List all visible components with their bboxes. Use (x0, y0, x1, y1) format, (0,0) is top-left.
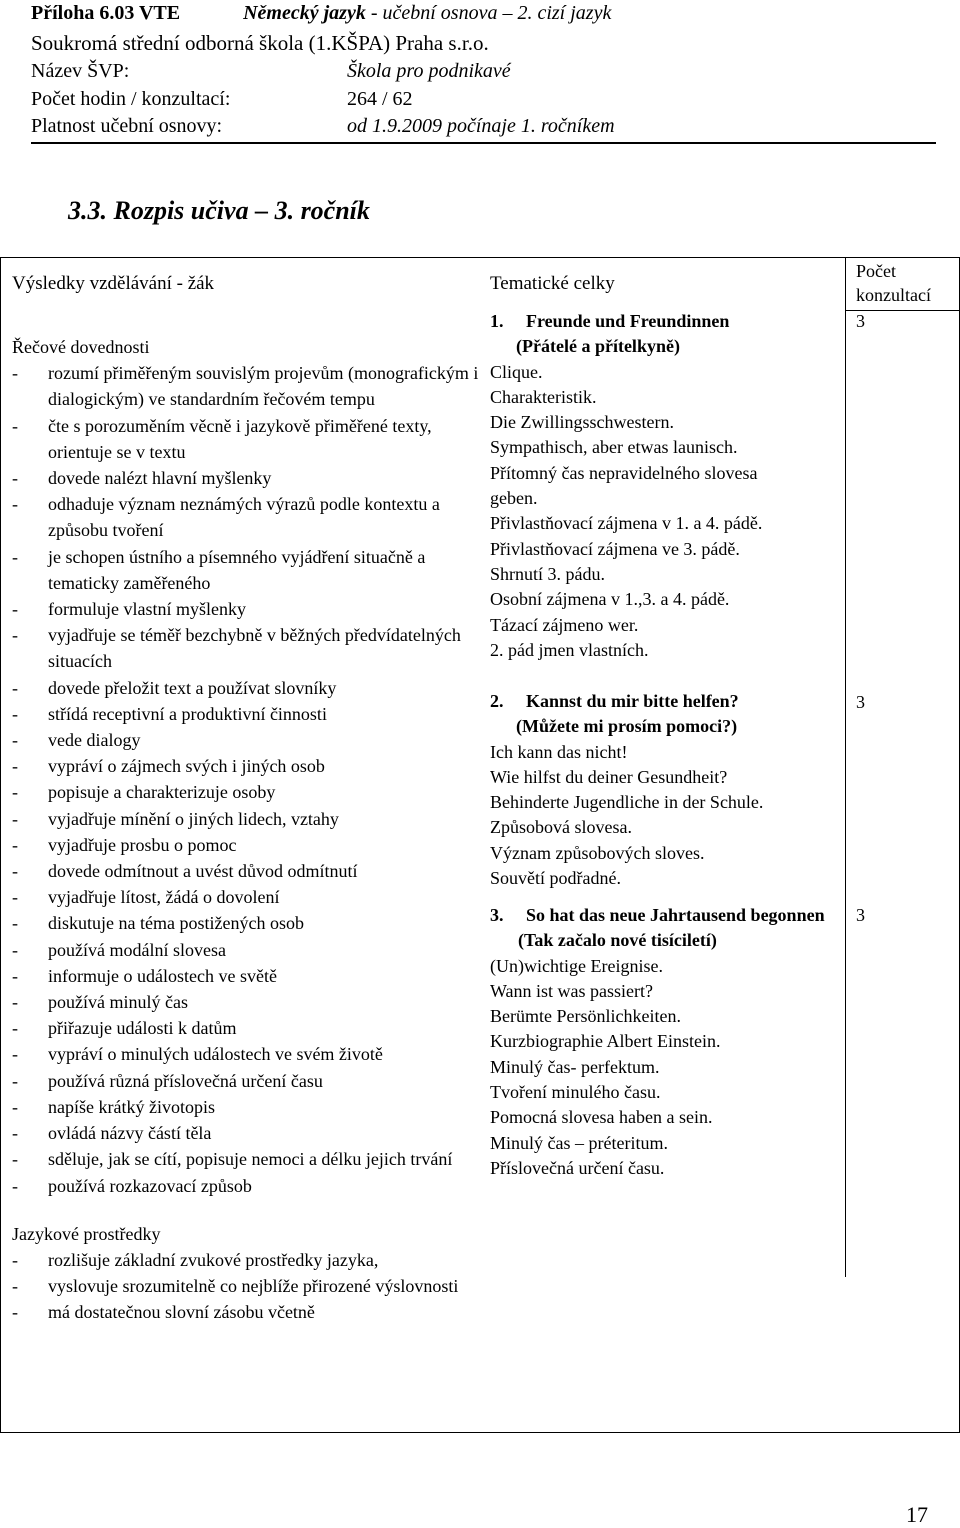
list-item-text: přiřazuje události k datům (48, 1018, 237, 1039)
topic-2-hours: 3 (856, 692, 865, 712)
list-item-text: sděluje, jak se cítí, popisuje nemoci a délku jejich trvání (48, 1149, 453, 1170)
hours-label: Počet hodin / konzultací: (31, 88, 231, 110)
list-item (12, 465, 482, 491)
topic-line: Tvoření minulého času. (490, 1082, 661, 1103)
topic-line: Přivlastňovací zájmena v 1. a 4. pádě. (490, 513, 763, 534)
topic-lines (490, 954, 842, 1182)
table-border-left (0, 257, 1, 1433)
topic-line: Přítomný čas nepravidelného slovesa (490, 462, 758, 483)
dash-bullet: - (12, 1096, 18, 1117)
topic-1-hours: 3 (856, 311, 865, 331)
dash-bullet: - (12, 703, 18, 724)
topic-3 (490, 903, 842, 1181)
list-item-text: vyjadřuje se téměř bezchybně v běžných předvídatelných situacích (48, 625, 461, 672)
dash-bullet: - (12, 1302, 18, 1323)
topics-column-header: Tematické celky (490, 273, 615, 294)
list-item (12, 727, 482, 753)
validity-label: Platnost učební osnovy: (31, 115, 223, 137)
topic-subheading: (Přátelé a přítelkyně) (516, 336, 680, 357)
topic-line: Osobní zájmena v 1.,3. a 4. pádě. (490, 589, 730, 610)
list-item (12, 1273, 482, 1299)
learning-outcomes (12, 334, 482, 1326)
list-item (12, 753, 482, 779)
hours-column-header: Počet konzultací (856, 261, 931, 305)
list-item-text: dovede přeložit text a používat slovníky (48, 677, 337, 698)
header-rule (31, 142, 936, 144)
page-number: 17 (906, 1502, 928, 1527)
dash-bullet: - (12, 887, 18, 908)
hours-column-border (845, 257, 846, 1277)
topic-line: Berümte Persönlichkeiten. (490, 1006, 681, 1027)
list-item (12, 1068, 482, 1094)
list-item-text: ovládá názvy částí těla (48, 1123, 212, 1144)
list-item-text: vyjadřuje lítost, žádá o dovolení (48, 887, 280, 908)
svp-label: Název ŠVP: (31, 60, 130, 82)
dash-bullet: - (12, 1018, 18, 1039)
list-item-text: napíše krátký životopis (48, 1096, 215, 1117)
topic-line: Minulý čas- perfektum. (490, 1056, 660, 1077)
dash-bullet: - (12, 625, 18, 646)
dash-bullet: - (12, 992, 18, 1013)
dash-bullet: - (12, 599, 18, 620)
topic-line: Die Zwillingsschwestern. (490, 412, 674, 433)
list-item (12, 1041, 482, 1067)
dash-bullet: - (12, 1249, 18, 1270)
topic-lines (490, 360, 842, 664)
topic-subheading: (Tak začalo nové tisíciletí) (518, 930, 717, 951)
list-item (12, 544, 482, 596)
list-item (12, 1146, 482, 1172)
list-item (12, 491, 482, 543)
list-item-text: používá rozkazovací způsob (48, 1175, 252, 1196)
topic-subheading: (Můžete mi prosím pomoci?) (516, 716, 738, 737)
topic-heading: 3. So hat das neue Jahrtausend begonnen (490, 905, 825, 925)
list-item-text: čte s porozuměním věcně i jazykově přiměřené texty, orientuje se v textu (48, 415, 432, 462)
list-item-text: používá různá příslovečná určení času (48, 1070, 323, 1091)
section-title: 3.3. Rozpis učiva – 3. ročník (68, 196, 370, 225)
list-item (12, 989, 482, 1015)
topic-heading: 2. Kannst du mir bitte helfen? (490, 691, 739, 711)
speech-skills-title: Řečové dovednosti (12, 337, 150, 357)
dash-bullet: - (12, 1070, 18, 1091)
dash-bullet: - (12, 468, 18, 489)
list-item-text: používá minulý čas (48, 992, 188, 1013)
topic-lines (490, 740, 842, 892)
language-means-title: Jazykové prostředky (12, 1223, 161, 1244)
header-line-1 (31, 0, 611, 26)
dash-bullet: - (12, 756, 18, 777)
subject-name: Německý jazyk (243, 2, 366, 24)
list-item-text: formuluje vlastní myšlenky (48, 599, 246, 620)
dash-bullet: - (12, 834, 18, 855)
list-item (12, 910, 482, 936)
topic-line: Příslovečná určení času. (490, 1157, 665, 1178)
topic-1 (490, 309, 842, 663)
topic-line: Kurzbiographie Albert Einstein. (490, 1031, 721, 1052)
outcomes-column-header: Výsledky vzdělávání - žák (12, 273, 215, 294)
list-item-text: informuje o událostech ve světě (48, 965, 277, 986)
list-item-text: odhaduje význam neznámých výrazů podle kontextu a způsobu tvoření (48, 494, 440, 541)
list-item-text: vyslovuje srozumitelně co nejblíže přirozené výslovnosti (48, 1276, 459, 1297)
dash-bullet: - (12, 965, 18, 986)
list-item (12, 1299, 482, 1325)
list-item (12, 963, 482, 989)
dash-bullet: - (12, 782, 18, 803)
list-item-text: rozumí přiměřeným souvislým projevům (monografickým i dialogickým) ve standardním řečovém tempu (48, 363, 479, 410)
dash-bullet: - (12, 808, 18, 829)
dash-bullet: - (12, 1123, 18, 1144)
list-item-text: vypráví o zájmech svých i jiných osob (48, 756, 325, 777)
list-item (12, 806, 482, 832)
svp-value: Škola pro podnikavé (347, 60, 511, 82)
dash-bullet: - (12, 415, 18, 436)
dash-bullet: - (12, 1149, 18, 1170)
school-name: Soukromá střední odborná škola (1.KŠPA) Praha s.r.o. (31, 31, 489, 55)
subject-description: - učební osnova – 2. cizí jazyk (365, 2, 612, 24)
topic-heading: 1. Freunde und Freundinnen (490, 311, 730, 331)
list-item (12, 1015, 482, 1041)
list-item (12, 1247, 482, 1273)
topic-2 (490, 689, 842, 891)
list-item-text: dovede nalézt hlavní myšlenky (48, 468, 272, 489)
dash-bullet: - (12, 363, 18, 384)
topic-line: Souvětí podřadné. (490, 868, 621, 889)
topic-line: Přivlastňovací zájmena ve 3. pádě. (490, 538, 740, 559)
topic-line: Charakteristik. (490, 386, 597, 407)
topic-line: (Un)wichtige Ereignise. (490, 955, 663, 976)
dash-bullet: - (12, 1276, 18, 1297)
topic-line: Tázací zájmeno wer. (490, 614, 639, 635)
list-item-text: vypráví o minulých událostech ve svém životě (48, 1044, 383, 1065)
dash-bullet: - (12, 677, 18, 698)
list-item-text: dovede odmítnout a uvést důvod odmítnutí (48, 861, 358, 882)
list-item (12, 1120, 482, 1146)
topic-3-hours: 3 (856, 905, 865, 925)
list-item (12, 675, 482, 701)
topic-line: Způsobová slovesa. (490, 817, 632, 838)
topic-line: Sympathisch, aber etwas launisch. (490, 437, 738, 458)
hours-value: 264 / 62 (347, 88, 413, 110)
topic-line: Shrnutí 3. pádu. (490, 563, 605, 584)
dash-bullet: - (12, 939, 18, 960)
dash-bullet: - (12, 861, 18, 882)
language-means-list (12, 1247, 482, 1326)
table-border-top (0, 257, 960, 258)
list-item-text: popisuje a charakterizuje osoby (48, 782, 276, 803)
dash-bullet: - (12, 1044, 18, 1065)
topic-line: Behinderte Jugendliche in der Schule. (490, 792, 764, 813)
validity-value: od 1.9.2009 počínaje 1. ročníkem (347, 115, 615, 137)
list-item (12, 596, 482, 622)
list-item (12, 779, 482, 805)
topic-line: Ich kann das nicht! (490, 741, 628, 762)
list-item-text: má dostatečnou slovní zásobu včetně (48, 1302, 315, 1323)
list-item (12, 413, 482, 465)
dash-bullet: - (12, 546, 18, 567)
dash-bullet: - (12, 494, 18, 515)
list-item-text: vede dialogy (48, 730, 141, 751)
topic-line: 2. pád jmen vlastních. (490, 639, 649, 660)
list-item (12, 622, 482, 674)
topic-line: geben. (490, 488, 538, 509)
table-border-bottom (0, 1432, 960, 1433)
list-item-text: střídá receptivní a produktivní činnosti (48, 703, 327, 724)
list-item-text: používá modální slovesa (48, 939, 226, 960)
list-item (12, 360, 482, 412)
list-item-text: je schopen ústního a písemného vyjádření situačně a tematicky zaměřeného (48, 546, 426, 593)
dash-bullet: - (12, 913, 18, 934)
dash-bullet: - (12, 730, 18, 751)
topic-line: Význam způsobových sloves. (490, 842, 705, 863)
topic-line: Clique. (490, 361, 543, 382)
list-item-text: vyjadřuje mínění o jiných lidech, vztahy (48, 808, 339, 829)
list-item (12, 858, 482, 884)
list-item (12, 1173, 482, 1199)
attachment-label: Příloha 6.03 VTE (31, 2, 181, 24)
topic-line: Minulý čas – préteritum. (490, 1132, 668, 1153)
list-item-text: diskutuje na téma postižených osob (48, 913, 304, 934)
list-item (12, 937, 482, 963)
list-item (12, 832, 482, 858)
list-item (12, 1094, 482, 1120)
list-item-text: rozlišuje základní zvukové prostředky jazyka, (48, 1249, 379, 1270)
topic-line: Pomocná slovesa haben a sein. (490, 1107, 713, 1128)
list-item-text: vyjadřuje prosbu o pomoc (48, 834, 237, 855)
dash-bullet: - (12, 1175, 18, 1196)
topic-line: Wann ist was passiert? (490, 980, 654, 1001)
topic-line: Wie hilfst du deiner Gesundheit? (490, 766, 728, 787)
list-item (12, 701, 482, 727)
speech-skills-list (12, 360, 482, 1199)
list-item (12, 884, 482, 910)
